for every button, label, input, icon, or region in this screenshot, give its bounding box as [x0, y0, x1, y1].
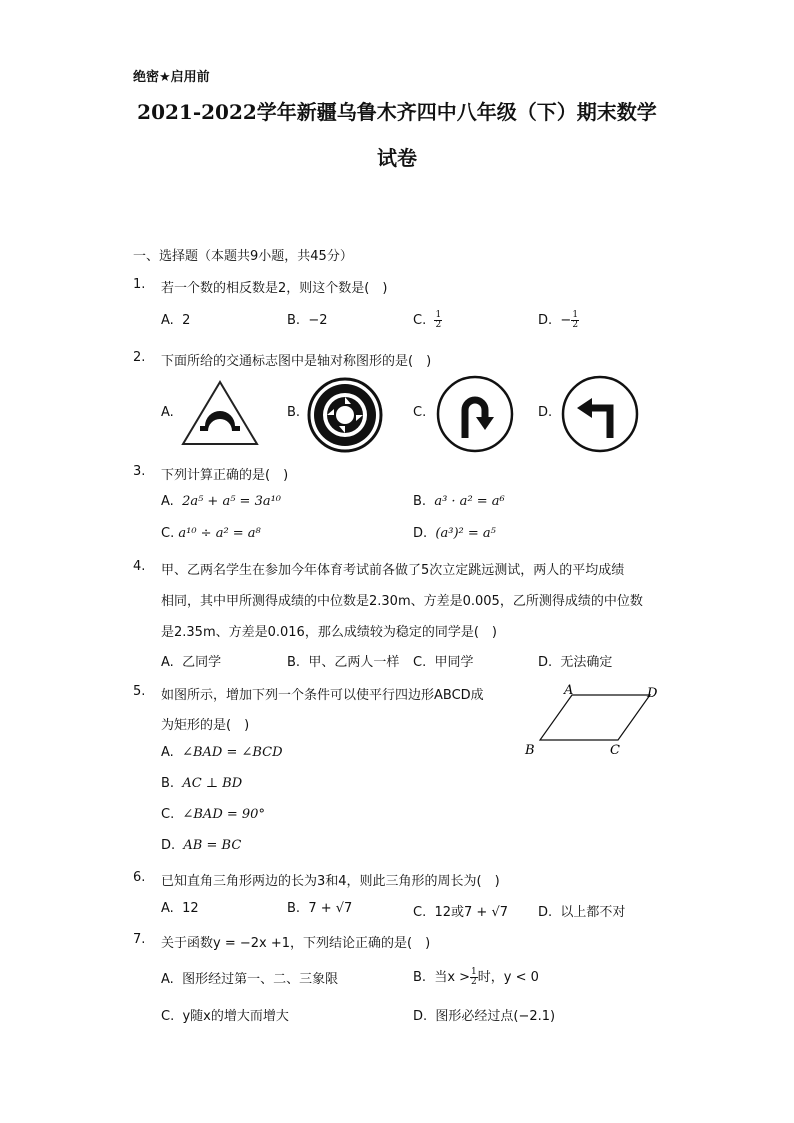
option-c: C. ∠BAD = 90°: [161, 807, 265, 822]
question-number: 5.: [133, 684, 146, 699]
option-c: C. 甲同学: [413, 655, 474, 670]
option-a: A. 2a⁵ + a⁵ = 3a¹⁰: [161, 494, 282, 509]
option-c: C. y随x的增大而增大: [161, 1009, 289, 1024]
vertex-label-d: D: [647, 686, 658, 701]
option-c-label: C.: [413, 405, 427, 420]
question-stem-line: 甲、乙两名学生在参加今年体育考试前各做了5次立定跳远测试，两人的平均成绩: [161, 563, 625, 578]
exam-title-line1: 2021-2022学年新疆乌鲁木齐四中八年级（下）期末数学: [137, 100, 657, 124]
option-d: D. 以上都不对: [538, 905, 626, 920]
option-b: B. AC ⊥ BD: [161, 776, 243, 791]
option-c: C. 12或7 + √7: [413, 905, 509, 920]
question-stem: 下列计算正确的是( ): [161, 468, 289, 483]
option-b: B. 当x > $\frac{1}{2}$ 时，y < 0: [413, 967, 539, 987]
option-b: B. −2: [287, 313, 328, 328]
question-stem-line: 相同，其中甲所测得成绩的中位数是2.30m、方差是0.005，乙所测得成绩的中位数: [161, 594, 643, 609]
parallelogram-figure: [520, 680, 665, 762]
confidential-mark: 绝密★启用前: [133, 70, 210, 85]
left-turn-sign-icon: [560, 374, 640, 454]
fraction: $\frac{1}{2}$: [572, 310, 579, 330]
question-stem: 已知直角三角形两边的长为3和4，则此三角形的周长为( ): [161, 874, 500, 889]
u-turn-sign-icon: [435, 374, 515, 454]
question-stem-line: 是2.35m、方差是0.016，那么成绩较为稳定的同学是( ): [161, 625, 497, 640]
vertex-label-a: A: [564, 683, 574, 698]
option-a: A. 图形经过第一、二、三象限: [161, 972, 339, 987]
option-b-label: B.: [287, 405, 301, 420]
question-stem-line: 为矩形的是( ): [161, 718, 250, 733]
option-d: D. (a³)² = a⁵: [413, 526, 496, 541]
option-a: A. 12: [161, 901, 199, 916]
option-c: C. a¹⁰ ÷ a² = a⁸: [161, 526, 261, 541]
question-number: 2.: [133, 350, 146, 365]
option-a-label: A.: [161, 405, 174, 420]
question-number: 4.: [133, 559, 146, 574]
option-d: D. 无法确定: [538, 655, 613, 670]
question-number: 3.: [133, 464, 146, 479]
option-c: C. $\frac{1}{2}$: [413, 310, 442, 330]
option-b: B. 甲、乙两人一样: [287, 655, 400, 670]
vertex-label-c: C: [610, 743, 620, 758]
roundabout-sign-icon: [307, 377, 383, 453]
question-number: 6.: [133, 870, 146, 885]
option-d-label: D.: [538, 405, 553, 420]
option-a: A. ∠BAD = ∠BCD: [161, 745, 283, 760]
option-b: B. 7 + √7: [287, 901, 353, 916]
question-stem-line: 如图所示，增加下列一个条件可以使平行四边形ABCD成: [161, 688, 484, 703]
question-stem: 下面所给的交通标志图中是轴对称图形的是( ): [161, 354, 432, 369]
warning-triangle-bump-icon: [180, 379, 260, 447]
question-stem: 若一个数的相反数是2，则这个数是( ): [161, 281, 388, 296]
question-number: 1.: [133, 277, 146, 292]
option-d: D. AB = BC: [161, 838, 242, 853]
question-number: 7.: [133, 932, 146, 947]
option-a: A. 2: [161, 313, 191, 328]
option-d: D. 图形必经过点(−2.1): [413, 1009, 556, 1024]
question-stem: 关于函数y = −2x +1，下列结论正确的是( ): [161, 936, 431, 951]
fraction: $\frac{1}{2}$: [435, 310, 442, 330]
option-a: A. 乙同学: [161, 655, 222, 670]
exam-title-line2: 试卷: [377, 146, 417, 170]
option-b: B. a³ · a² = a⁶: [413, 494, 505, 509]
section-heading: 一、选择题（本题共9小题，共45分）: [133, 249, 353, 264]
fraction: $\frac{1}{2}$: [471, 967, 477, 987]
option-d: D. − $\frac{1}{2}$: [538, 310, 579, 330]
vertex-label-b: B: [525, 743, 535, 758]
